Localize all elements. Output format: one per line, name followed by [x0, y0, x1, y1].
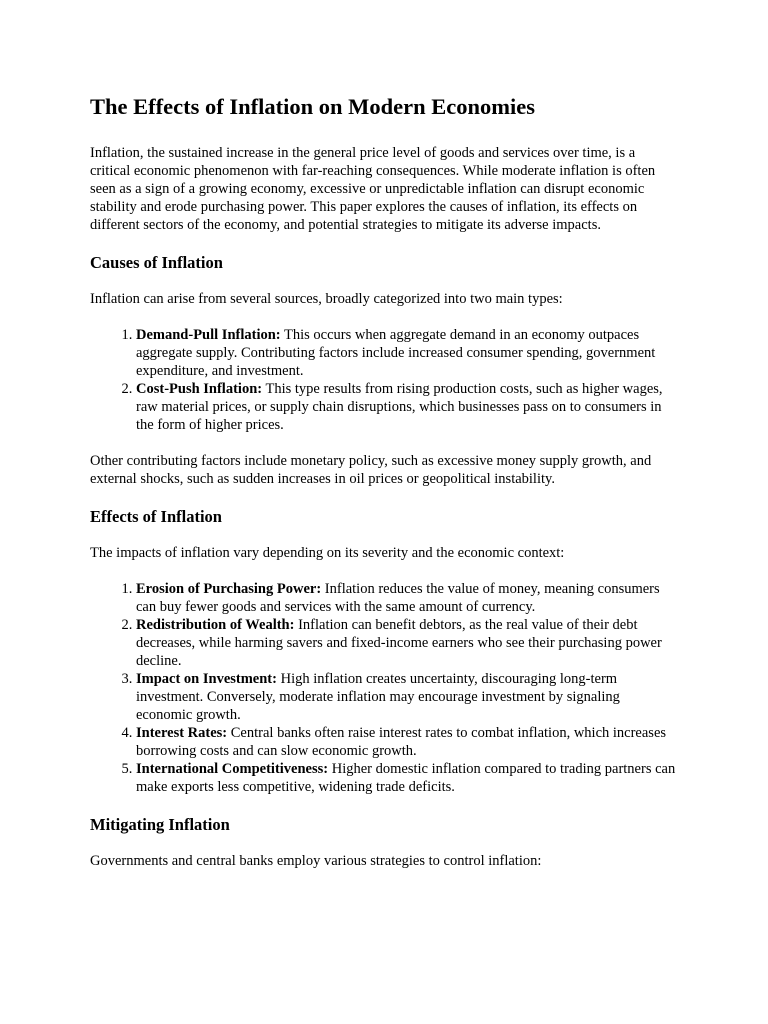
list-item-term: Cost-Push Inflation: [136, 381, 263, 397]
causes-heading: Causes of Inflation [90, 253, 223, 272]
list-item-text: Higher domestic inflation compared to trading partners can make exports less competitive, widening trade deficits. [136, 761, 676, 795]
list-item-term: International Competitiveness: [136, 761, 329, 777]
mitigating-heading: Mitigating Inflation [90, 815, 230, 834]
intro-paragraph: Inflation, the sustained increase in the general price level of goods and services over time, is a critical economic phenomenon with far-reaching consequences. While moderate inflation is often seen as a sign of a growing economy, excessive or unpredictable inflation can disrupt economic stability and erode purchasing power. This paper explores the causes of inflation, its effects on different sectors of the economy, and potential strategies to mitigate its adverse impacts. [90, 145, 656, 233]
list-item-term: Demand-Pull Inflation: [136, 327, 281, 343]
causes-section [90, 252, 678, 488]
list-item-text: Inflation can benefit debtors, as the real value of their debt decreases, while harming savers and fixed-income earners who see their purchasing power decline. [136, 617, 662, 669]
causes-list [90, 326, 678, 434]
effects-list [90, 580, 678, 796]
list-item-text: This type results from rising production costs, such as higher wages, raw material prices, or supply chain disruptions, which businesses pass on to consumers in the form of higher prices. [136, 381, 663, 433]
causes-closing-paragraph: Other contributing factors include monetary policy, such as excessive money supply growth, and external shocks, such as sudden increases in oil prices or geopolitical instability. [90, 453, 652, 487]
list-item [136, 760, 678, 796]
effects-section [90, 506, 678, 796]
list-item-term: Erosion of Purchasing Power: [136, 581, 322, 597]
list-item [136, 724, 678, 760]
list-item-text: Central banks often raise interest rates to combat inflation, which increases borrowing costs and can slow economic growth. [136, 725, 667, 759]
mitigating-lead-paragraph: Governments and central banks employ various strategies to control inflation: [90, 853, 542, 869]
list-item [136, 380, 678, 434]
list-item-term: Redistribution of Wealth: [136, 617, 295, 633]
list-item [136, 580, 678, 616]
effects-lead-paragraph: The impacts of inflation vary depending on its severity and the economic context: [90, 545, 565, 561]
list-item [136, 616, 678, 670]
list-item [136, 326, 678, 380]
list-item-term: Impact on Investment: [136, 671, 277, 687]
list-item-term: Interest Rates: [136, 725, 228, 741]
document-title: The Effects of Inflation on Modern Economies [90, 94, 535, 119]
causes-lead-paragraph: Inflation can arise from several sources, broadly categorized into two main types: [90, 291, 563, 307]
effects-heading: Effects of Inflation [90, 507, 222, 526]
list-item-text: High inflation creates uncertainty, discouraging long-term investment. Conversely, moderate inflation may encourage investment by signaling economic growth. [136, 671, 620, 723]
list-item [136, 670, 678, 724]
mitigating-section [90, 814, 678, 870]
list-item-text: Inflation reduces the value of money, meaning consumers can buy fewer goods and services with the same amount of currency. [136, 581, 660, 615]
list-item-text: This occurs when aggregate demand in an economy outpaces aggregate supply. Contributing factors include increased consumer spending, government expenditure, and investment. [136, 327, 656, 379]
